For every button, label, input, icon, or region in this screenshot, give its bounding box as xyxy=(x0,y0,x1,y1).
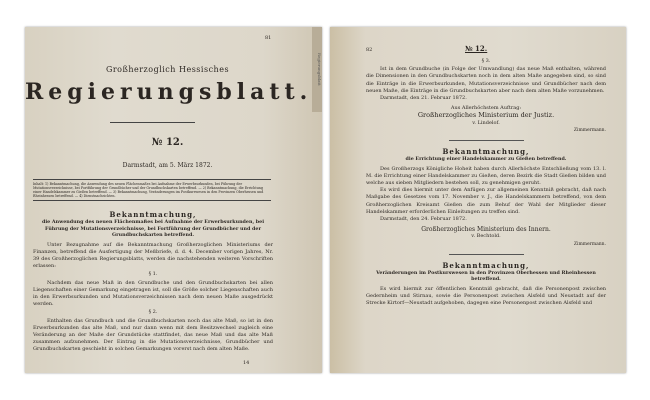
notice-intro: Unter Bezugnahme auf die Bekanntmachung Großherzoglichen Ministeriums der Finanzen, betreffend die Ausfertigung der Meßbriefe, d. d. 4. December vorigen Jahres, Nr. 39 des Großherzoglichen Regierungsblatts, werden die nachstehenden weiteren Vorschriften erlassen: xyxy=(33,241,273,270)
signer: v. Bechtold. xyxy=(471,233,501,240)
masthead-subtitle: Großherzoglich Hessisches xyxy=(105,65,230,74)
right-page xyxy=(330,27,626,373)
section-label: § 2. xyxy=(148,309,158,316)
section-text: Nachdem das neue Maß in den Grundbuche und den Grundbuchskarten bei allen Liegenschaften einer Gemarkung eingetragen ist, soll die Größe solcher Liegenschaften auch in den Erwerbsurkunden und Mutationsverzeichnissen nach dem neuen Maße ausgedrückt werden. xyxy=(33,279,273,308)
table-of-contents: Inhalt: 1) Bekanntmachung, die Anwendung des neuen Flächenmaßes bei Aufnahme der Erwerbsurkunden, bei Führung der Mutationsverzeichnisse, bei Fortführung der Grundbücher und der Grundbuchskarten betreffend. — 2) Bekanntmachung, die Errichtung einer Handelskammer zu Gießen betreffend. — 3) Bekanntmachung, Veränderungen im Postkurswesen in den Provinzen Oberhessen und Rheinhessen betreffend. — 4) Dienstnachrichten. xyxy=(33,179,271,201)
notice-subheading: die Anwendung des neuen Flächenmaßes bei Aufnahme der Erwerbsurkunden, bei Führung der Mutationsverzeichnisse, bei Fortführung der Grundbücher und der Grundbuchskarten betreffend. xyxy=(41,219,265,238)
section-label: § 3. xyxy=(481,58,491,64)
ministry-name: Großherzogliches Ministerium des Innern. xyxy=(421,226,551,234)
issue-number: № 12. xyxy=(465,44,488,53)
masthead-title: Regierungsblatt. xyxy=(25,79,313,105)
divider xyxy=(449,254,524,255)
left-page xyxy=(25,27,322,373)
notice-heading: Bekanntmachung, xyxy=(109,210,197,219)
section-text: Enthalten das Grundbuch und die Grundbuchskarten noch das alte Maß, so ist in den Erwerbsurkunden das alte Maß, und nur dann wenn mit dem Besitzwechsel zugleich eine Veränderung an der Maße der Grundstücke stattfindet, das neue Maß und das alte Maß zusammen aufzunehmen. Der Eintrag in die Mutationsverzeichnisse, Grundbücher und Grundbuchskarten geschieht in solchen Gemarkungen vorerst nach dem alten Maße. xyxy=(33,317,273,353)
issue-number: № 12. xyxy=(151,137,184,148)
page-number: 81 xyxy=(265,35,272,41)
date-line: Darmstadt, am 5. März 1872. xyxy=(122,162,213,169)
date-line: Darmstadt, den 24. Februar 1872. xyxy=(380,215,467,222)
notice-heading: Bekanntmachung, xyxy=(442,147,530,157)
clerk: Zimmermann. xyxy=(573,241,606,247)
order-line: Aus Allerhöchstem Auftrag: xyxy=(450,105,522,112)
ministry-name: Großherzogliches Ministerium der Justiz. xyxy=(417,111,555,120)
section-label: § 1. xyxy=(148,271,158,278)
notice-text: Es wird hiermit zur öffentlichen Kenntniß gebracht, daß die Personenpost zwischen Gedernheim und Stirnau, sowie die Personenpost zwischen Alsfeld und Neustadt auf der Strecke Kirtorf—Neustadt aufgehoben, dagegen eine Personenpost zwischen Alsfeld und xyxy=(366,285,606,307)
notice-heading: Bekanntmachung, xyxy=(442,260,530,270)
page-content xyxy=(366,57,606,307)
notice-subheading: die Errichtung einer Handelskammer zu Gießen betreffend. xyxy=(405,156,567,163)
page-number: 82 xyxy=(366,47,373,53)
date-line: Darmstadt, den 21. Februar 1872. xyxy=(380,95,467,102)
ornament-rule xyxy=(110,122,195,123)
notice-text: Es wird dies hiermit unter dem Anfügen zur allgemeinen Kenntniß gebracht, daß nach Maßgabe des Gesetzes vom 17. November v. J., die Handelskammern betreffend, von dem Großherzoglichen Kreisamt Gießen die zum Behuf der Wahl der Mitglieder dieser Handelskammer erforderlichen Einleitungen zu treffen sind. xyxy=(366,187,606,215)
side-tab: Regierungsblatt xyxy=(312,27,322,112)
divider xyxy=(449,140,524,141)
signature-mark: 14 xyxy=(243,360,250,366)
notice-text: Des Großherzogs Königliche Hoheit haben durch Allerhöchste Entschließung vom 13. l. M. die Errichtung einer Handelskammer zu Gießen, deren Bezirk die Stadt Gießen bilden und welche aus sieben Mitgliedern bestehen soll, zu genehmigen geruht. xyxy=(366,165,606,186)
section-text: Ist in dem Grundbuche (in Folge der Umwandlung) das neue Maß enthalten, während die Dimensionen in den Grundbuchskarten noch in dem alten Maße angegeben sind, so sind die Einträge in die Erwerbsurkunden, Mutationsverzeichnisse und Grundbücher nach dem neuen Maße, die Einträge in die Grundbuchskarten aber nach dem alten Maße vorzunehmen. xyxy=(366,66,606,94)
notice-subheading: Veränderungen im Postkurswesen in den Provinzen Oberhessen und Rheinhessen betreffend. xyxy=(376,269,596,283)
clerk: Zimmermann. xyxy=(573,127,606,133)
signer: v. Lindelof. xyxy=(472,119,500,126)
notice-1 xyxy=(33,210,273,354)
